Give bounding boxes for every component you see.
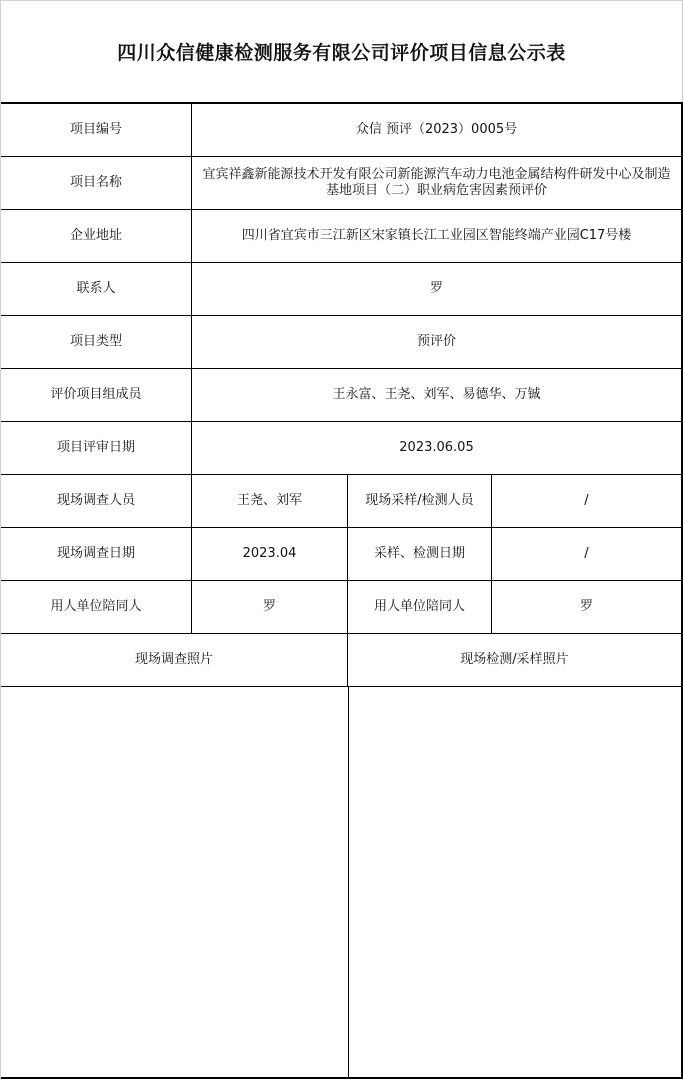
row-photo-headers (1, 634, 681, 687)
label-team-members: 评价项目组成员 (1, 369, 192, 421)
value-project-number: 众信 预评（2023）0005号 (355, 122, 518, 137)
value-accompanying-sampling: 罗 (579, 599, 593, 614)
label-project-name: 项目名称 (1, 157, 192, 209)
value-sampling-date: / (584, 546, 589, 561)
row-photos (1, 687, 681, 1077)
row-review-date (1, 422, 681, 475)
survey-photos-header: 现场调查照片 (1, 634, 348, 686)
label-accompanying-sampling: 用人单位陪同人 (348, 581, 492, 633)
survey-photos-area (1, 687, 349, 1077)
label-survey-date: 现场调查日期 (1, 528, 192, 580)
value-survey-date: 2023.04 (192, 528, 348, 580)
sampling-photos-area (349, 687, 681, 1077)
label-accompanying-survey: 用人单位陪同人 (1, 581, 192, 633)
label-contact-person: 联系人 (1, 263, 192, 315)
row-accompanying (1, 581, 681, 634)
label-survey-staff: 现场调查人员 (1, 475, 192, 527)
label-sampling-staff: 现场采样/检测人员 (348, 475, 492, 527)
value-accompanying-survey: 罗 (192, 581, 348, 633)
value-survey-staff: 王尧、刘军 (192, 475, 348, 527)
row-survey-staff (1, 475, 681, 528)
row-survey-date (1, 528, 681, 581)
label-project-type: 项目类型 (1, 316, 192, 368)
info-table (1, 102, 683, 1079)
label-project-number: 项目编号 (1, 104, 192, 156)
row-contact-person (1, 263, 681, 316)
label-sampling-date: 采样、检测日期 (348, 528, 492, 580)
value-review-date: 2023.06.05 (399, 440, 474, 455)
value-project-name: 宜宾祥鑫新能源技术开发有限公司新能源汽车动力电池金属结构件研发中心及制造基地项目（二）职业病危害因素预评价 (202, 167, 671, 198)
value-team-members: 王永富、王尧、刘军、易德华、万铖 (332, 387, 541, 402)
page-title: 四川众信健康检测服务有限公司评价项目信息公示表 (1, 1, 683, 102)
sampling-photos-header: 现场检测/采样照片 (460, 652, 569, 667)
row-team-members (1, 369, 681, 422)
label-company-address: 企业地址 (1, 210, 192, 262)
value-company-address: 四川省宜宾市三江新区宋家镇长江工业园区智能终端产业园C17号楼 (241, 228, 632, 243)
row-project-number (1, 104, 681, 157)
value-sampling-staff: / (584, 493, 589, 508)
row-project-type (1, 316, 681, 369)
label-review-date: 项目评审日期 (1, 422, 192, 474)
value-project-type: 预评价 (416, 334, 456, 349)
row-project-name (1, 157, 681, 210)
value-contact-person: 罗 (429, 281, 443, 296)
row-company-address (1, 210, 681, 263)
